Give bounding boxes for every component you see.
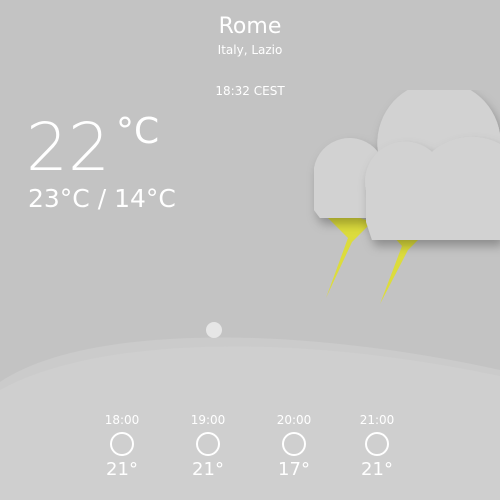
forecast-time: 20:00 — [276, 413, 312, 427]
lightning-bolt-left — [326, 208, 372, 298]
forecast-item — [264, 412, 324, 481]
sun-outline-icon — [110, 432, 134, 456]
sun-position-dot — [206, 322, 222, 338]
sun-outline-icon — [282, 432, 306, 456]
local-time: 18:32 CEST — [215, 84, 285, 98]
cloud-front — [365, 137, 500, 240]
forecast-temp: 17° — [278, 459, 310, 480]
forecast-time: 19:00 — [190, 413, 226, 427]
hourly-forecast — [0, 412, 500, 492]
current-temperature: 22 — [26, 109, 110, 186]
forecast-temp: 21° — [192, 459, 224, 480]
forecast-time: 21:00 — [359, 413, 395, 427]
forecast-item — [92, 412, 152, 481]
sun-outline-icon — [196, 432, 220, 456]
forecast-temp: 21° — [361, 459, 393, 480]
region-name: Italy, Lazio — [217, 43, 283, 57]
thunderstorm-icon — [300, 90, 500, 320]
forecast-time: 18:00 — [104, 413, 140, 427]
forecast-item — [347, 412, 407, 481]
sun-outline-icon — [365, 432, 389, 456]
temperature-unit: °C — [116, 111, 160, 152]
city-name: Rome — [218, 14, 282, 39]
forecast-item — [178, 412, 238, 481]
min-max-temperature: 23°C / 14°C — [28, 184, 176, 213]
forecast-temp: 21° — [106, 459, 138, 480]
